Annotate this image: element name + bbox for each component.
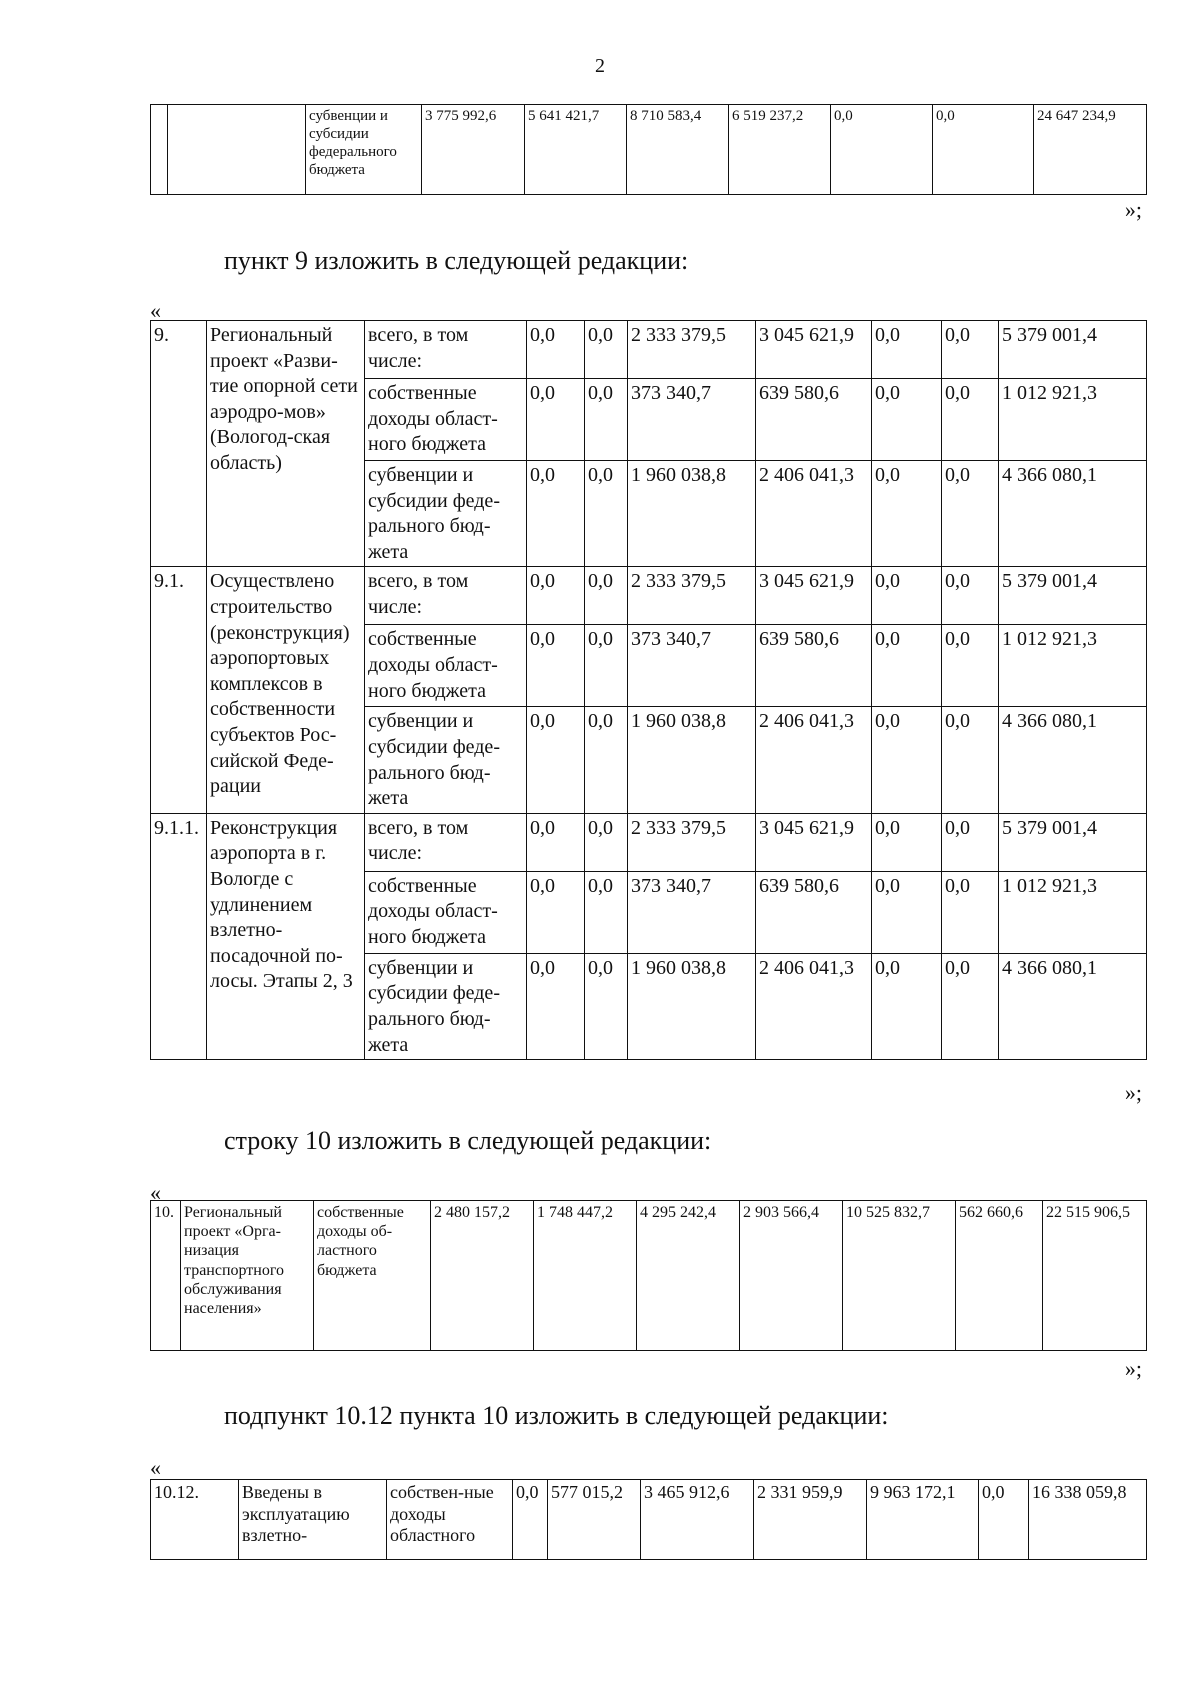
value-cell: 8 710 583,4	[627, 105, 729, 195]
value-cell: 3 775 992,6	[422, 105, 525, 195]
project-name-cell: Введены в эксплуатацию взлетно-	[239, 1480, 387, 1560]
closing-quote: »;	[1124, 1080, 1142, 1105]
value-cell: 0,0	[872, 953, 942, 1059]
value-cell: 0,0	[872, 707, 942, 813]
value-cell: 0,0	[942, 379, 999, 461]
value-cell: 0,0	[872, 379, 942, 461]
value-cell: 2 333 379,5	[628, 813, 756, 871]
source-cell: собственные доходы об-ластного бюджета	[314, 1201, 431, 1351]
value-cell: 0,0	[585, 461, 628, 567]
source-cell: всего, в том числе:	[365, 813, 527, 871]
value-cell: 639 580,6	[756, 625, 872, 707]
value-cell: 0,0	[527, 707, 585, 813]
value-cell: 3 045 621,9	[756, 813, 872, 871]
table-row	[151, 813, 1147, 871]
value-cell: 1 012 921,3	[999, 379, 1147, 461]
value-cell: 3 045 621,9	[756, 567, 872, 625]
value-cell: 2 903 566,4	[740, 1201, 843, 1351]
source-cell: субвенции и субсидии феде-рального бюд-жета	[365, 953, 527, 1059]
value-cell: 16 338 059,8	[1029, 1480, 1147, 1560]
opening-quote: «	[150, 1180, 161, 1205]
value-cell: 0,0	[527, 461, 585, 567]
row-number: 10.12.	[151, 1480, 239, 1560]
value-cell: 4 366 080,1	[999, 953, 1147, 1059]
value-cell: 1 012 921,3	[999, 871, 1147, 953]
table-10	[150, 1200, 1147, 1351]
value-cell: 639 580,6	[756, 379, 872, 461]
value-cell: 6 519 237,2	[729, 105, 831, 195]
source-cell: всего, в том числе:	[365, 567, 527, 625]
value-cell: 0,0	[872, 321, 942, 379]
value-cell: 5 379 001,4	[999, 321, 1147, 379]
value-cell: 5 641 421,7	[525, 105, 627, 195]
source-cell: собственные доходы област-ного бюджета	[365, 379, 527, 461]
value-cell: 0,0	[942, 953, 999, 1059]
table-row	[151, 1480, 1147, 1560]
value-cell: 4 295 242,4	[637, 1201, 740, 1351]
value-cell: 373 340,7	[628, 625, 756, 707]
table-10-12	[150, 1479, 1147, 1560]
value-cell: 4 366 080,1	[999, 461, 1147, 567]
value-cell: 24 647 234,9	[1034, 105, 1147, 195]
value-cell: 2 331 959,9	[754, 1480, 867, 1560]
value-cell: 562 660,6	[956, 1201, 1043, 1351]
section-heading: строку 10 изложить в следующей редакции:	[224, 1126, 712, 1155]
value-cell: 0,0	[942, 871, 999, 953]
source-cell: субвенции и субсидии федерального бюджета	[306, 105, 422, 195]
top-table	[150, 104, 1147, 195]
value-cell: 0,0	[831, 105, 933, 195]
value-cell: 0,0	[527, 567, 585, 625]
closing-quote: »;	[1124, 1356, 1142, 1381]
value-cell: 2 406 041,3	[756, 953, 872, 1059]
value-cell: 0,0	[942, 567, 999, 625]
source-cell: субвенции и субсидии феде-рального бюд-жета	[365, 461, 527, 567]
value-cell: 3 465 912,6	[641, 1480, 754, 1560]
value-cell: 0,0	[585, 953, 628, 1059]
value-cell: 639 580,6	[756, 871, 872, 953]
page-number: 2	[595, 55, 605, 77]
value-cell: 0,0	[585, 321, 628, 379]
value-cell: 1 960 038,8	[628, 707, 756, 813]
value-cell: 0,0	[872, 461, 942, 567]
opening-quote: «	[150, 1455, 161, 1480]
source-cell: всего, в том числе:	[365, 321, 527, 379]
value-cell: 0,0	[527, 813, 585, 871]
table-row	[151, 321, 1147, 379]
value-cell: 0,0	[872, 813, 942, 871]
value-cell: 0,0	[933, 105, 1034, 195]
value-cell: 1 960 038,8	[628, 461, 756, 567]
value-cell: 373 340,7	[628, 379, 756, 461]
section-heading: подпункт 10.12 пункта 10 изложить в следующей редакции:	[224, 1401, 889, 1430]
table-row	[151, 1201, 1147, 1351]
project-name-cell: Региональный проект «Орга-низация транспортного обслуживания населения»	[181, 1201, 314, 1351]
source-cell: собственные доходы област-ного бюджета	[365, 871, 527, 953]
value-cell: 0,0	[527, 321, 585, 379]
value-cell: 1 748 447,2	[534, 1201, 637, 1351]
value-cell: 0,0	[872, 625, 942, 707]
row-number: 9.1.1.	[151, 813, 207, 1059]
value-cell: 2 480 157,2	[431, 1201, 534, 1351]
source-cell: собственные доходы област-ного бюджета	[365, 625, 527, 707]
value-cell: 1 012 921,3	[999, 625, 1147, 707]
value-cell: 0,0	[585, 871, 628, 953]
table-9	[150, 320, 1147, 1060]
source-cell: собствен-ные доходы областного	[387, 1480, 513, 1560]
value-cell: 577 015,2	[548, 1480, 641, 1560]
project-name-cell: Региональный проект «Разви-тие опорной сети аэродро-мов» (Вологод-ская область)	[207, 321, 365, 567]
blank-cell	[151, 105, 168, 195]
table-row	[151, 567, 1147, 625]
row-number: 9.	[151, 321, 207, 567]
closing-quote: »;	[1124, 197, 1142, 222]
value-cell: 5 379 001,4	[999, 813, 1147, 871]
value-cell: 0,0	[527, 625, 585, 707]
value-cell: 0,0	[585, 707, 628, 813]
value-cell: 373 340,7	[628, 871, 756, 953]
blank-cell	[168, 105, 306, 195]
value-cell: 22 515 906,5	[1043, 1201, 1147, 1351]
value-cell: 2 406 041,3	[756, 461, 872, 567]
value-cell: 0,0	[585, 625, 628, 707]
row-number: 9.1.	[151, 567, 207, 813]
project-name-cell: Реконструкция аэропорта в г. Вологде с удлинением взлетно-посадочной по-лосы. Этапы 2, 3	[207, 813, 365, 1059]
value-cell: 0,0	[872, 567, 942, 625]
value-cell: 9 963 172,1	[867, 1480, 979, 1560]
value-cell: 0,0	[942, 813, 999, 871]
section-heading: пункт 9 изложить в следующей редакции:	[224, 246, 689, 275]
value-cell: 0,0	[942, 625, 999, 707]
value-cell: 0,0	[527, 953, 585, 1059]
value-cell: 0,0	[527, 379, 585, 461]
row-number: 10.	[151, 1201, 181, 1351]
value-cell: 0,0	[872, 871, 942, 953]
value-cell: 2 406 041,3	[756, 707, 872, 813]
value-cell: 0,0	[942, 707, 999, 813]
value-cell: 0,0	[585, 379, 628, 461]
value-cell: 1 960 038,8	[628, 953, 756, 1059]
value-cell: 0,0	[942, 461, 999, 567]
value-cell: 3 045 621,9	[756, 321, 872, 379]
value-cell: 0,0	[979, 1480, 1029, 1560]
value-cell: 4 366 080,1	[999, 707, 1147, 813]
value-cell: 0,0	[585, 567, 628, 625]
value-cell: 5 379 001,4	[999, 567, 1147, 625]
source-cell: субвенции и субсидии феде-рального бюд-жета	[365, 707, 527, 813]
value-cell: 0,0	[513, 1480, 548, 1560]
value-cell: 2 333 379,5	[628, 321, 756, 379]
value-cell: 10 525 832,7	[843, 1201, 956, 1351]
value-cell: 0,0	[527, 871, 585, 953]
table-row	[151, 105, 1147, 195]
opening-quote: «	[150, 298, 161, 323]
value-cell: 0,0	[942, 321, 999, 379]
project-name-cell: Осуществлено строительство (реконструкция) аэропортовых комплексов в собственности субъектов Рос-сийской Феде-рации	[207, 567, 365, 813]
value-cell: 0,0	[585, 813, 628, 871]
value-cell: 2 333 379,5	[628, 567, 756, 625]
